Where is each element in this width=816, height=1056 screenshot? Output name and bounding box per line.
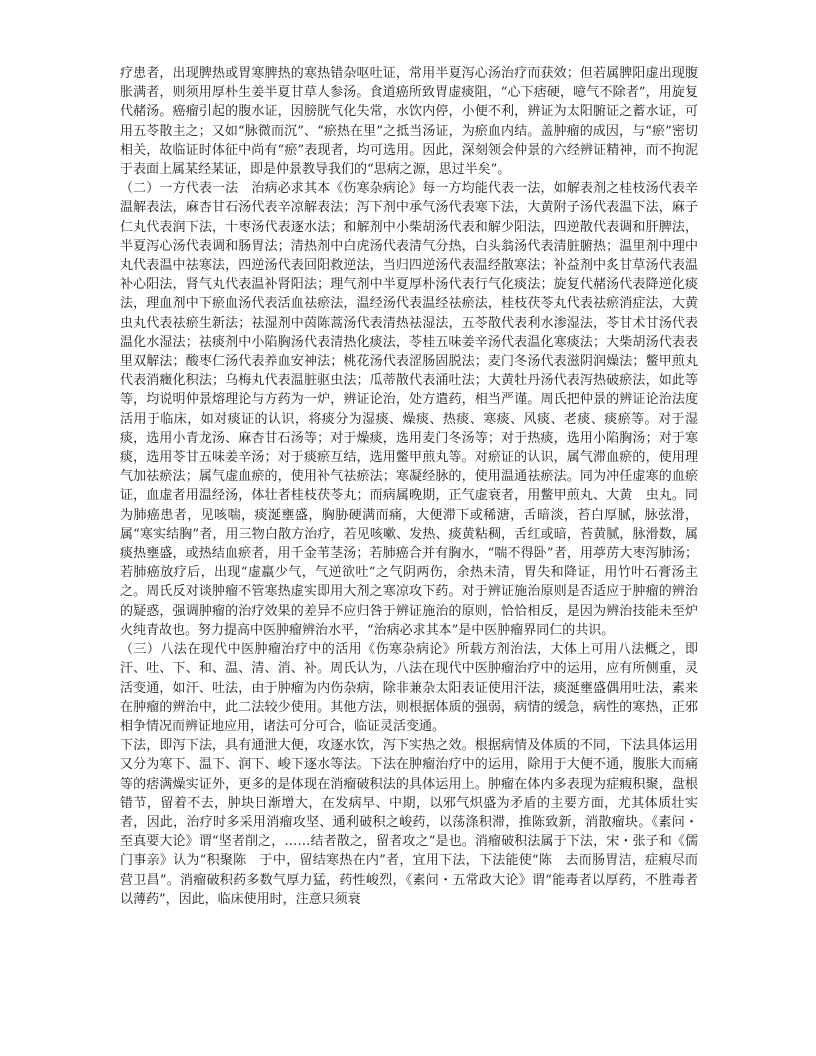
paragraph-purgation-method: 下法，即泻下法，具有通泄大便，攻逐水饮，泻下实热之效。根据病情及体质的不同，下法具体运用又分为寒下、温下、润下、峻下逐水等法。下法在肿瘤治疗中的运用，除用于大便不通，腹胀大而痛等的痞满燥实证外，更多的是体现在消瘤破积法的具体运用上。肿瘤在体内多表现为症瘕积聚，盘根错节，留着不去，肿块日渐增大，在发病早、中期，以邪气炽盛为矛盾的主要方面，尤其体质壮实者，因此，治疗时多采用消瘤攻坚、通利破积之峻药，以荡涤积滞，推陈致新，消散瘤块。《素问・至真要大论》谓“坚者削之，……结者散之，留者攻之”是也。消瘤破积法属于下法，宋・张子和《儒门事亲》认为“积聚陈 于中，留结寒热在内”者，宜用下法，下法能使“陈 去而肠胃洁，症瘕尽而营卫昌”。消瘤破积药多数气厚力猛，药性峻烈，《素问・五常政大论》谓“能毒者以厚药，不胜毒者以薄药”，因此，临床使用时，注意只须衰 — [120, 738, 698, 907]
paragraph-continued-intro: 疗患者，出现脾热或胃寒脾热的寒热错杂呕吐证，常用半夏泻心汤治疗而获效；但若属脾阳虚出现腹胀满者，则须用厚朴生姜半夏甘草人参汤。食道癌所致胃虚痰阻，“心下痞硬，噫气不除者”，用旋复代赭汤。癌瘤引起的腹水证，因膀胱气化失常，水饮内停，小便不利，辨证为太阳腑证之蓄水证，可用五苓散主之；又如“脉微而沉”、“瘀热在里”之抵当汤证，为瘀血内结。盖肿瘤的成因，与“瘀”密切相关，故临证时体征中尚有“瘀”表现者，均可选用。因此，深刻领会仲景的六经辨证精神，而不拘泥于表面上属某经某证，即是仲景教导我们的“思病之源，思过半矣”。 — [120, 66, 698, 178]
paragraph-eight-methods: （三）八法在现代中医肿瘤治疗中的活用《伤寒杂病论》所载方剂治法，大体上可用八法概之，即汗、吐、下、和、温、清、消、补。周氏认为，八法在现代中医肿瘤治疗中的运用，应有所侧重，灵活变通，如汗、吐法，由于肿瘤为内伤杂病，除非兼杂太阳表证使用汗法，痰涎壅盛偶用吐法，素来在肿瘤的辨治中，此二法较少使用。其他方法，则根据体质的强弱，病情的缓急，病性的寒热，正邪相争情况而辨证地应用，诸法可分可合，临证灵活变通。 — [120, 642, 698, 734]
paragraph-one-formula-one-method: （二）一方代表一法 治病必求其本《伤寒杂病论》每一方均能代表一法，如解表剂之桂枝汤代表辛温解表法，麻杏甘石汤代表辛凉解表法；泻下剂中承气汤代表寒下法，大黄附子汤代表温下法，麻子仁丸代表润下法，十枣汤代表逐水法；和解剂中小柴胡汤代表和解少阳法，四逆散代表调和肝脾法，半夏泻心汤代表调和肠胃法；清热剂中白虎汤代表清气分热，白头翁汤代表清脏腑热；温里剂中理中丸代表温中祛寒法，四逆汤代表回阳救逆法，当归四逆汤代表温经散寒法；补益剂中炙甘草汤代表温补心阳法，肾气丸代表温补肾阳法；理气剂中半夏厚朴汤代表行气化痰法；旋复代赭汤代表降逆化痰法，理血剂中下瘀血汤代表活血祛瘀法，温经汤代表温经祛瘀法，桂枝茯苓丸代表祛瘀消症法，大黄 虫丸代表祛瘀生新法；祛湿剂中茵陈蒿汤代表清热祛湿法，五苓散代表利水渗湿法，苓甘术甘汤代表温化水湿法；祛痰剂中小陷胸汤代表清热化痰法，苓桂五味姜辛汤代表温化寒痰法；大柴胡汤代表表里双解法；酸枣仁汤代表养血安神法；桃花汤代表涩肠固脱法；麦门冬汤代表滋阴润燥法；鳖甲煎丸代表消癥化积法；乌梅丸代表温脏驱虫法；瓜蒂散代表涌吐法；大黄牡丹汤代表泻热破瘀法，如此等等，均说明仲景熔理论与方药为一炉，辨证论治，处方遣药，相当严谨。周氏把仲景的辨证论治法度活用于临床，如对痰证的认识，将痰分为湿痰、燥痰、热痰、寒痰、风痰、老痰、痰瘀等。对于湿痰，选用小青龙汤、麻杏甘石汤等；对于燥痰，选用麦门冬汤等；对于热痰，选用小陷胸汤；对于寒痰，选用苓甘五味姜辛汤；对于痰瘀互结，选用鳖甲煎丸等。对瘀证的认识，属气滞血瘀的，使用理气加祛瘀法；属气虚血瘀的，使用补气祛瘀法；寒凝经脉的，使用温通祛瘀法。同为冲任虚寒的血瘀证，血虚者用温经汤，体壮者桂枝茯苓丸；而病属晚期，正气虚衰者，用鳖甲煎丸、大黄 虫丸。同为肺癌患者，见咳喘，痰涎壅盛，胸胁硬满而痛，大便滞下或稀溏，舌暗淡，苔白厚腻，脉弦滑，属“寒实结胸”者，用三物白散方治疗，若见咳嗽、发热、痰黄粘稠，舌红或暗，苔黄腻，脉滑数，属痰热壅盛，或热结血瘀者，用千金苇茎汤；若肺癌合并有胸水，“喘不得卧”者，用葶苈大枣泻肺汤；若肺癌放疗后，出现“虚羸少气，气逆欲吐”之气阴两伤，余热未清，胃失和降证，用竹叶石膏汤主之。周氏反对谈肿瘤不管寒热虚实即用大剂之寒凉攻下药。对于辨证施治原则是否适应于肿瘤的辨治的疑惑，强调肿瘤的治疗效果的差异不应归咎于辨证施治的原则，恰恰相反，是因为辨治技能未至炉火纯青故也。努力提高中医肿瘤辨治水平，“治病必求其本”是中医肿瘤界同仁的共识。 — [120, 181, 712, 638]
document-page — [120, 64, 712, 909]
